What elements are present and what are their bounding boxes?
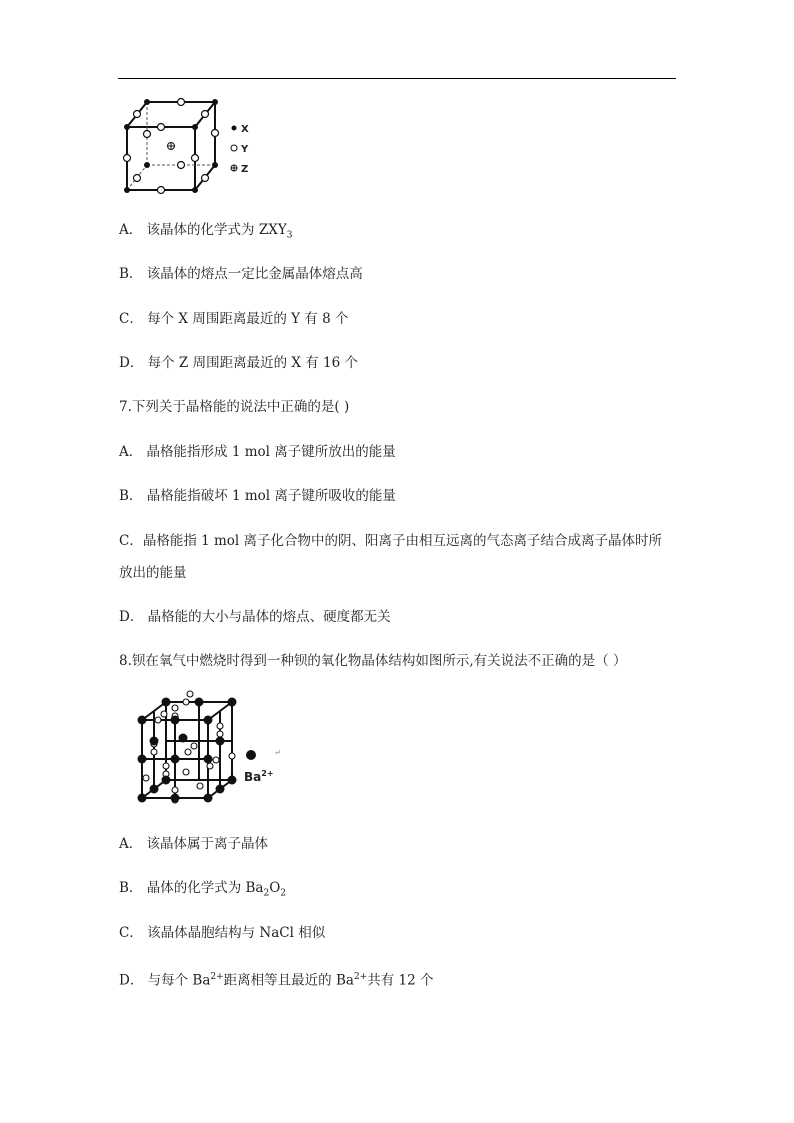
q8-option-d-part2: 距离相等且最近的 Ba [223,972,354,989]
q6-option-d: D． 每个 Z 周围距离最近的 X 有 16 个 [119,355,359,371]
q8-option-c: C． 该晶体晶胞结构与 NaCl 相似 [119,925,326,941]
crystal-cell-xyz-diagram [110,92,260,202]
q7-option-c-line1: C．晶格能指 1 mol 离子化合物中的阴、阳离子由相互远离的气态离子结合成离子晶体时所 [119,533,663,549]
q8-option-d-sup2: 2+ [353,972,368,982]
q7-option-c-line2: 放出的能量 [119,565,187,581]
q8-option-b-sub2: 2 [280,888,287,899]
q8-stem: 8.钡在氧气中燃烧时得到一种钡的氧化物晶体结构如图所示,有关说法不正确的是（ ） [119,653,627,669]
q8-option-b-sub1: 2 [263,888,270,899]
return-mark: ↵ [274,748,281,757]
barium-oxide-crystal-figure [128,686,298,810]
q8-option-d [119,967,433,991]
q8-option-b-mid: O [269,880,281,896]
q8-option-d-sup1: 2+ [210,972,224,982]
crystal-figure-xyz [110,92,260,202]
q7-option-b: B． 晶格能指破坏 1 mol 离子键所吸收的能量 [119,488,396,504]
ba-legend-label: $Ba^{2+}$ [244,769,274,784]
legend-x-label: X [241,124,249,135]
legend-y-label: Y [241,144,249,155]
q8-option-b [119,878,286,904]
q6-option-b: B． 该晶体的熔点一定比金属晶体熔点高 [119,266,363,282]
barium-oxide-cell-diagram [128,686,298,810]
header-rule [118,78,676,79]
q6-option-a [119,220,292,246]
q8-option-d-part1: D． 与每个 Ba [119,972,211,989]
q8-option-b-text: B． 晶体的化学式为 Ba [119,880,264,896]
q8-option-d-part3: 共有 12 个 [367,972,434,989]
legend-z-label: Z [241,164,249,175]
q8-option-a: A． 该晶体属于离子晶体 [119,836,269,852]
q7-stem: 7.下列关于晶格能的说法中正确的是( ) [119,399,350,415]
q7-option-a: A． 晶格能指形成 1 mol 离子键所放出的能量 [119,444,396,460]
q6-option-a-subscript: 3 [286,230,293,241]
q6-option-a-text: A． 该晶体的化学式为 ZXY [119,222,287,238]
q7-option-d: D． 晶格能的大小与晶体的熔点、硬度都无关 [119,609,391,625]
q6-option-c: C． 每个 X 周围距离最近的 Y 有 8 个 [119,311,349,327]
